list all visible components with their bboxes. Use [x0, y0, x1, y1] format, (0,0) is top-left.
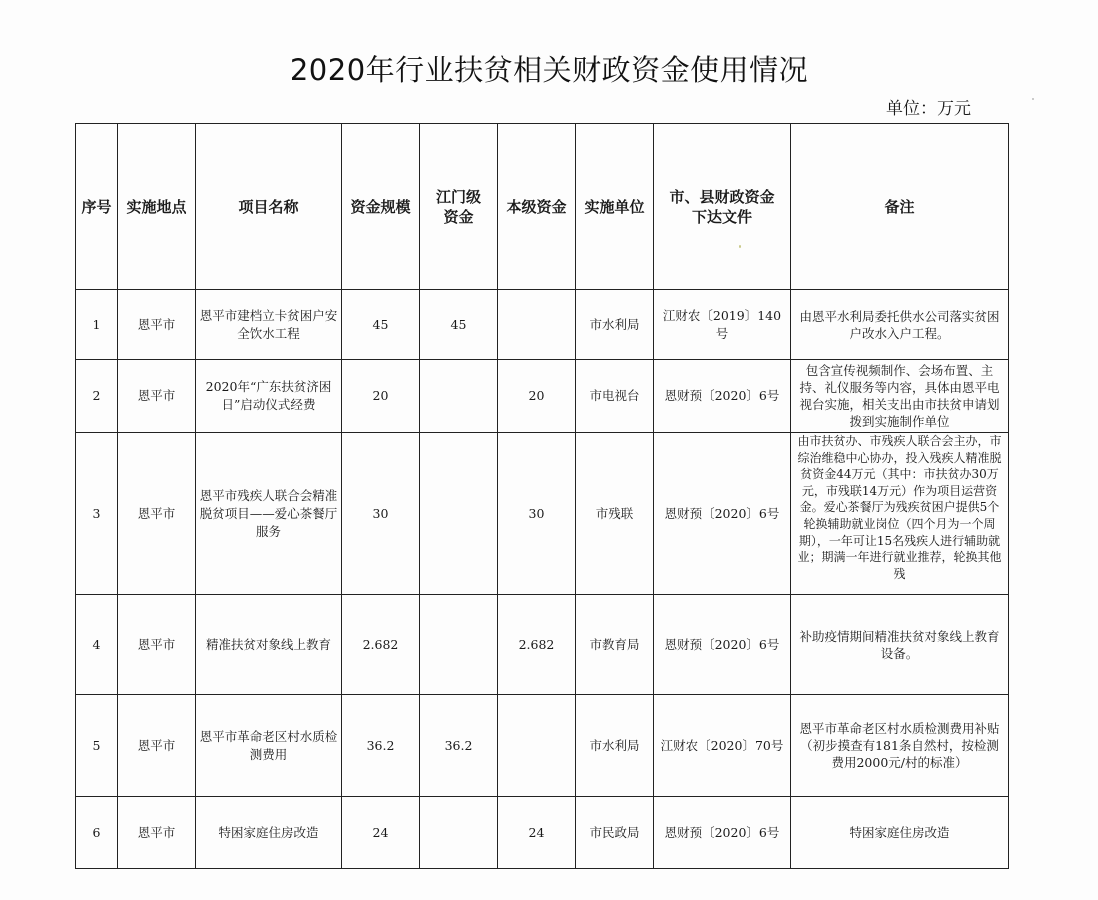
scan-speck [1032, 98, 1034, 100]
cell-scale: 24 [342, 797, 420, 869]
cell-jiangmen [420, 595, 498, 695]
cell-project: 特困家庭住房改造 [196, 797, 342, 869]
header-scale: 资金规模 [342, 124, 420, 290]
cell-local: 2.682 [498, 595, 576, 695]
header-remark: 备注 [791, 124, 1009, 290]
cell-no: 2 [76, 360, 118, 433]
cell-document: 恩财预〔2020〕6号 [654, 433, 791, 595]
cell-local: 24 [498, 797, 576, 869]
cell-remark: 恩平市革命老区村水质检测费用补贴（初步摸查有181条自然村，按检测费用2000元/村的标准） [791, 695, 1009, 797]
cell-location: 恩平市 [118, 433, 196, 595]
cell-project: 2020年“广东扶贫济困日”启动仪式经费 [196, 360, 342, 433]
cell-scale: 45 [342, 290, 420, 360]
header-row [76, 124, 1009, 290]
cell-project: 恩平市建档立卡贫困户安全饮水工程 [196, 290, 342, 360]
cell-local [498, 290, 576, 360]
header-local: 本级资金 [498, 124, 576, 290]
cell-remark: 由恩平水利局委托供水公司落实贫困户改水入户工程。 [791, 290, 1009, 360]
cell-no: 3 [76, 433, 118, 595]
cell-unit: 市电视台 [576, 360, 654, 433]
cell-jiangmen: 45 [420, 290, 498, 360]
header-document: 市、县财政资金 下达文件 [654, 124, 791, 290]
cell-project: 恩平市残疾人联合会精准脱贫项目——爱心茶餐厅服务 [196, 433, 342, 595]
cell-no: 5 [76, 695, 118, 797]
cell-project: 精准扶贫对象线上教育 [196, 595, 342, 695]
cell-unit: 市水利局 [576, 290, 654, 360]
cell-no: 1 [76, 290, 118, 360]
cell-project: 恩平市革命老区村水质检测费用 [196, 695, 342, 797]
cell-remark: 特困家庭住房改造 [791, 797, 1009, 869]
cell-jiangmen: 36.2 [420, 695, 498, 797]
header-location: 实施地点 [118, 124, 196, 290]
cell-remark: 由市扶贫办、市残疾人联合会主办，市综治维稳中心协办，投入残疾人精准脱贫资金44万元（其中：市扶贫办30万元，市残联14万元）作为项目运营资金。爱心茶餐厅为残疾贫困户提供5个轮换辅助就业岗位（四个月为一个周期），一年可让15名残疾人进行辅助就业；期满一年进行就业推荐，轮换其他残 [791, 433, 1009, 595]
cell-location: 恩平市 [118, 797, 196, 869]
cell-no: 4 [76, 595, 118, 695]
cell-location: 恩平市 [118, 360, 196, 433]
scan-speck [739, 245, 741, 248]
table-row [76, 797, 1009, 869]
cell-jiangmen [420, 360, 498, 433]
cell-local [498, 695, 576, 797]
funding-table [75, 123, 1009, 869]
cell-document: 恩财预〔2020〕6号 [654, 797, 791, 869]
cell-location: 恩平市 [118, 695, 196, 797]
cell-no: 6 [76, 797, 118, 869]
cell-document: 恩财预〔2020〕6号 [654, 360, 791, 433]
cell-jiangmen [420, 797, 498, 869]
header-no: 序号 [76, 124, 118, 290]
cell-document: 江财农〔2019〕140号 [654, 290, 791, 360]
table-row [76, 290, 1009, 360]
cell-scale: 20 [342, 360, 420, 433]
cell-scale: 2.682 [342, 595, 420, 695]
header-unit: 实施单位 [576, 124, 654, 290]
cell-scale: 36.2 [342, 695, 420, 797]
cell-remark: 包含宣传视频制作、会场布置、主持、礼仪服务等内容，具体由恩平电视台实施，相关支出由市扶贫申请划拨到实施制作单位 [791, 360, 1009, 433]
header-project: 项目名称 [196, 124, 342, 290]
table-row [76, 433, 1009, 595]
cell-location: 恩平市 [118, 595, 196, 695]
cell-local: 20 [498, 360, 576, 433]
header-jiangmen: 江门级 资金 [420, 124, 498, 290]
table-row [76, 695, 1009, 797]
cell-document: 江财农〔2020〕70号 [654, 695, 791, 797]
cell-document: 恩财预〔2020〕6号 [654, 595, 791, 695]
cell-remark: 补助疫情期间精准扶贫对象线上教育设备。 [791, 595, 1009, 695]
unit-label: 单位：万元 [886, 99, 971, 119]
cell-unit: 市民政局 [576, 797, 654, 869]
cell-jiangmen [420, 433, 498, 595]
table-row [76, 360, 1009, 433]
cell-location: 恩平市 [118, 290, 196, 360]
cell-unit: 市水利局 [576, 695, 654, 797]
table-row [76, 595, 1009, 695]
page-title: 2020年行业扶贫相关财政资金使用情况 [289, 53, 809, 87]
cell-scale: 30 [342, 433, 420, 595]
cell-unit: 市残联 [576, 433, 654, 595]
cell-unit: 市教育局 [576, 595, 654, 695]
cell-local: 30 [498, 433, 576, 595]
